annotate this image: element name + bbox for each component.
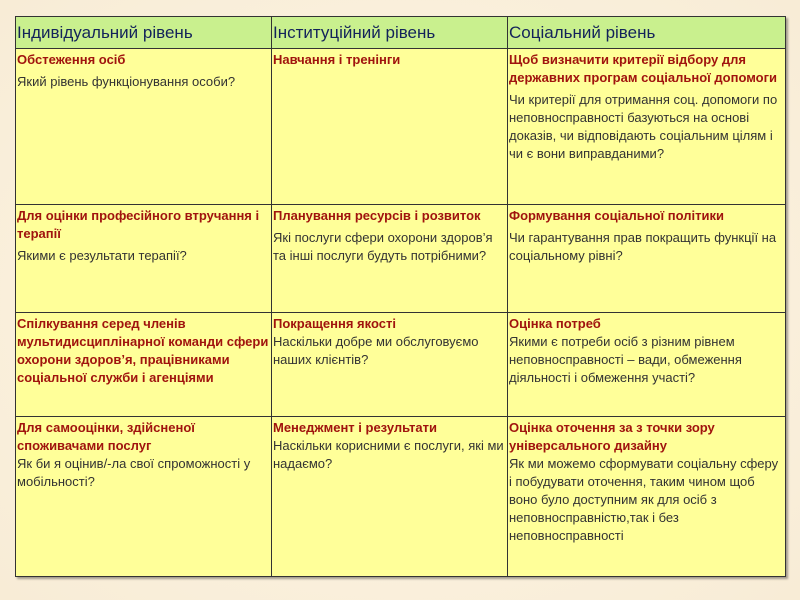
table-cell — [16, 417, 272, 577]
table-cell — [16, 205, 272, 313]
cell-question: Якими є результати терапії? — [17, 248, 187, 263]
cell-question: Якими є потреби осіб з різним рівнем неповносправності – вади, обмеження діяльності і обмеження участі? — [509, 334, 742, 385]
header-individual: Індивідуальний рівень — [16, 17, 272, 49]
cell-title: Для самооцінки, здійсненої споживачами послуг — [17, 420, 195, 453]
cell-title: Менеджмент і результати — [273, 420, 437, 435]
table-cell — [272, 417, 508, 577]
header-row — [16, 17, 786, 49]
cell-title: Щоб визначити критерії відбору для державних програм соціальної допомоги — [509, 52, 778, 85]
table-cell — [508, 205, 786, 313]
cell-question: Як би я оцінив/-ла свої спроможності у мобільності? — [17, 456, 251, 489]
table-cell — [508, 417, 786, 577]
table-cell — [16, 49, 272, 205]
cell-title: Оцінка потреб — [509, 316, 601, 331]
cell-question: Чи критерії для отримання соц. допомоги по неповносправності базуються на основі доказів, чи відповідають соціальним цілям і чи є вони виправданими? — [509, 92, 778, 161]
table-cell — [16, 313, 272, 417]
cell-title: Навчання і тренінги — [273, 52, 401, 67]
table-cell — [508, 49, 786, 205]
cell-title: Покращення якості — [273, 316, 396, 331]
table-row — [16, 313, 786, 417]
table-cell — [272, 49, 508, 205]
cell-title: Для оцінки професійного втручання і терапії — [17, 208, 260, 241]
cell-title: Планування ресурсів і розвиток — [273, 208, 481, 223]
header-institutional: Інституційний рівень — [272, 17, 508, 49]
cell-title: Обстеження осіб — [17, 52, 126, 67]
cell-title: Формування соціальної політики — [509, 208, 724, 223]
cell-title: Спілкування серед членів мультидисциплінарної команди сфери охорони здоров’я, працівниками соціальної служби і агенціями — [17, 316, 269, 385]
cell-title: Оцінка оточення за з точки зору універсального дизайну — [509, 420, 715, 453]
table-cell — [272, 205, 508, 313]
cell-question: Як ми можемо сформувати соціальну сферу і побудувати оточення, таким чином щоб воно було доступним як для осіб з неповносправністю,так і без неповносправності — [509, 456, 779, 543]
levels-table — [15, 16, 786, 577]
header-social: Соціальний рівень — [508, 17, 786, 49]
cell-question: Який рівень функціонування особи? — [17, 74, 236, 89]
table-row — [16, 417, 786, 577]
cell-question: Які послуги сфери охорони здоров’я та інші послуги будуть потрібними? — [273, 230, 493, 263]
table-row — [16, 205, 786, 313]
cell-question: Чи гарантування прав покращить функції на соціальному рівні? — [509, 230, 777, 263]
cell-question: Наскільки корисними є послуги, які ми надаємо? — [273, 438, 504, 471]
table-row — [16, 49, 786, 205]
table-cell — [508, 313, 786, 417]
table-cell — [272, 313, 508, 417]
cell-question: Наскільки добре ми обслуговуємо наших клієнтів? — [273, 334, 479, 367]
